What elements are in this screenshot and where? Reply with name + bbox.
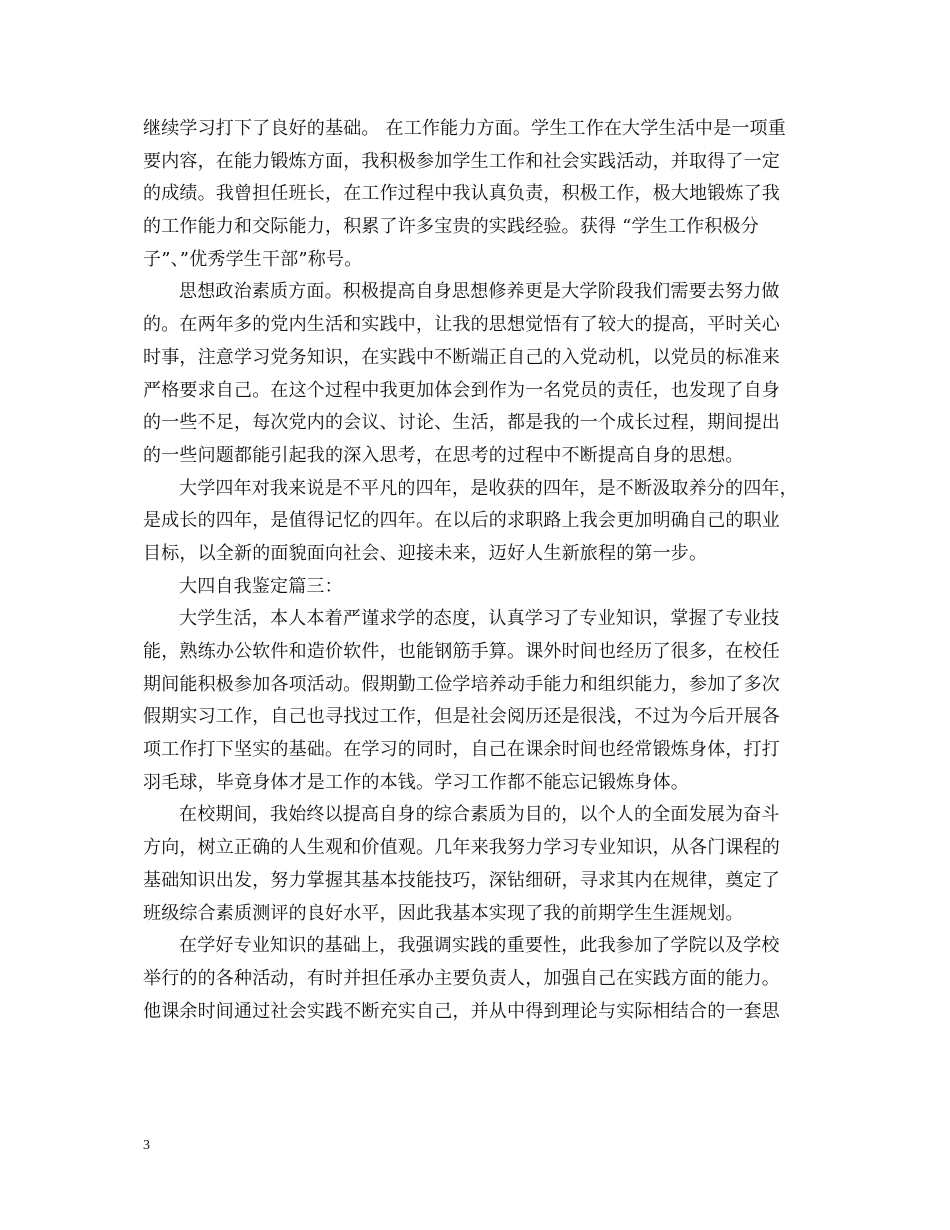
page-number: 3 xyxy=(143,1138,150,1153)
text-line: 大学生活，本人本着严谨求学的态度，认真学习了专业知识，掌握了专业技 xyxy=(179,608,780,630)
text-line: 举行的的各种活动，有时并担任承办主要负责人，加强自己在实践方面的能力。 xyxy=(143,967,780,989)
text-line: 是成长的四年，是值得记忆的四年。在以后的求职路上我会更加明确自己的职业 xyxy=(143,510,780,532)
text-line: 思想政治素质方面。积极提高自身思想修养更是大学阶段我们需要去努力做 xyxy=(179,281,780,303)
text-line: 在学好专业知识的基础上，我强调实践的重要性，此我参加了学院以及学校 xyxy=(179,935,780,957)
text-line: 项工作打下坚实的基础。在学习的同时，自己在课余时间也经常锻炼身体，打打 xyxy=(143,739,780,761)
text-line: 子”、”优秀学生干部”称号。 xyxy=(143,248,363,270)
text-line: 的一些不足，每次党内的会议、讨论、生活，都是我的一个成长过程，期间提出 xyxy=(143,412,780,434)
text-line: 时事，注意学习党务知识，在实践中不断端正自己的入党动机，以党员的标准来 xyxy=(143,346,780,368)
text-line: 要内容，在能力锻炼方面，我积极参加学生工作和社会实践活动，并取得了一定 xyxy=(143,150,780,172)
text-line: 大学四年对我来说是不平凡的四年，是收获的四年，是不断汲取养分的四年， xyxy=(179,477,798,499)
text-line: 目标，以全新的面貌面向社会、迎接未来，迈好人生新旅程的第一步。 xyxy=(143,542,708,564)
text-line: 基础知识出发，努力掌握其基本技能技巧，深钻细研，寻求其内在规律，奠定了 xyxy=(143,869,780,891)
text-line: 假期实习工作，自己也寻找过工作，但是社会阅历还是很浅，不过为今后开展各 xyxy=(143,706,780,728)
text-line: 羽毛球，毕竟身体才是工作的本钱。学习工作都不能忘记锻炼身体。 xyxy=(143,771,689,793)
text-line: 他课余时间通过社会实践不断充实自己，并从中得到理论与实际相结合的一套思 xyxy=(143,1000,780,1022)
text-line: 在校期间，我始终以提高自身的综合素质为目的，以个人的全面发展为奋斗 xyxy=(179,804,780,826)
text-line: 的工作能力和交际能力，积累了许多宝贵的实践经验。获得 “学生工作积极分 xyxy=(143,216,759,238)
text-line: 能，熟练办公软件和造价软件，也能钢筋手算。课外时间也经历了很多，在校任 xyxy=(143,641,780,662)
text-line: 严格要求自己。在这个过程中我更加体会到作为一名党员的责任，也发现了自身 xyxy=(143,379,780,401)
text-line: 继续学习打下了良好的基础。 在工作能力方面。学生工作在大学生活中是一项重 xyxy=(143,118,786,139)
text-line: 的。在两年多的党内生活和实践中，让我的思想觉悟有了较大的提高，平时关心 xyxy=(143,314,780,336)
text-line: 的一些问题都能引起我的深入思考，在思考的过程中不断提高自身的思想。 xyxy=(143,444,744,466)
text-line: 方向，树立正确的人生观和价值观。几年来我努力学习专业知识，从各门课程的 xyxy=(143,837,780,859)
document-body xyxy=(143,113,809,1028)
text-line: 期间能积极参加各项活动。假期勤工俭学培养动手能力和组织能力，参加了多次 xyxy=(143,673,780,695)
text-line: 班级综合素质测评的良好水平，因此我基本实现了我的前期学生生涯规划。 xyxy=(143,902,744,924)
text-line: 的成绩。我曾担任班长，在工作过程中我认真负责，积极工作，极大地锻炼了我 xyxy=(143,183,780,205)
text-line: 大四自我鉴定篇三： xyxy=(179,575,343,597)
